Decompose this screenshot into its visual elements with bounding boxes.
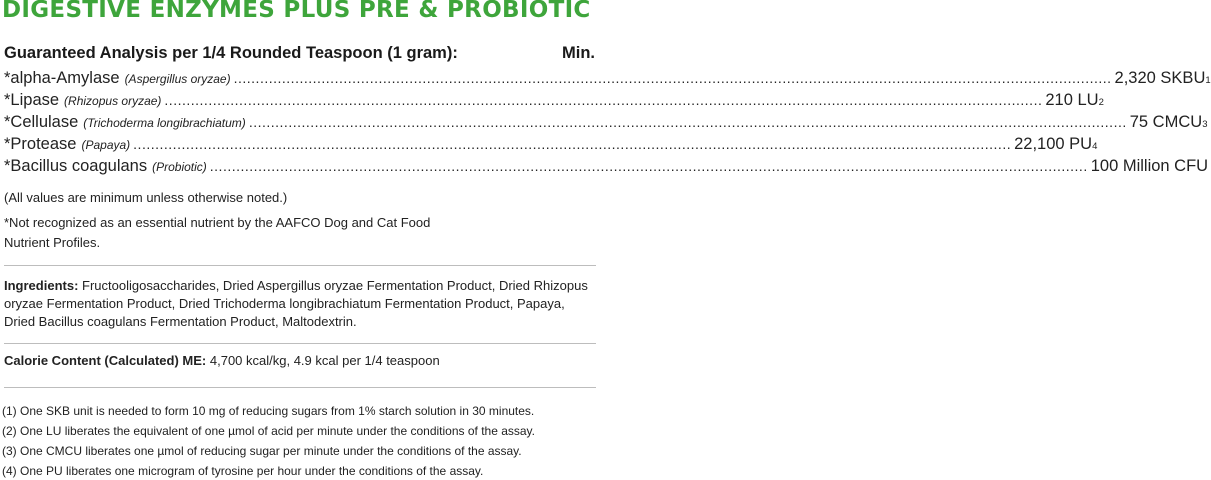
analysis-row-bacillus (4, 157, 1209, 179)
footnote-4: (4) One PU liberates one microgram of tyrosine per hour under the conditions of the assay. (2, 464, 484, 478)
nutrient-value: 100 Million CFU (1090, 157, 1209, 175)
nutrient-name: *Lipase (4, 91, 60, 109)
section-divider (4, 343, 596, 344)
nutrient-name: *Cellulase (4, 113, 79, 131)
footnote-3: (3) One CMCU liberates one µmol of reducing sugar per minute under the conditions of the assay. (2, 444, 522, 458)
ingredients-text: Fructooligosaccharides, Dried Aspergillus oryzae Fermentation Product, Dried Rhizopus oryzae Fermentation Product, Dried Trichoderma longibrachiatum Fermentation Product, Papaya, Dried Bacillus coagulans Fermentation Product, Maltodextrin. (4, 278, 588, 329)
nutrient-source: (Rhizopus oryzae) (64, 94, 162, 108)
calorie-text: 4,700 kcal/kg, 4.9 kcal per 1/4 teaspoon (209, 353, 440, 368)
guaranteed-analysis-heading: Guaranteed Analysis per 1/4 Rounded Teaspoon (1 gram): (4, 44, 458, 62)
nutrient-source: (Probiotic) (152, 160, 207, 174)
nutrient-source: (Trichoderma longibrachiatum) (83, 116, 246, 130)
aafco-note-line-1: *Not recognized as an essential nutrient by the AAFCO Dog and Cat Food (4, 215, 431, 230)
minimum-values-note: (All values are minimum unless otherwise noted.) (4, 190, 288, 205)
dot-leader: ........................................................................................................................................................................................................ (133, 136, 1012, 152)
analysis-row-lipase: *Lipase (Rhizopus oryzae) ........................................................................................................................................................................................................ 210 LU 2 (4, 91, 1104, 109)
guaranteed-analysis-header (4, 44, 595, 63)
ingredients-label: Ingredients: (4, 278, 79, 293)
nutrient-name: *alpha-Amylase (4, 69, 120, 87)
nutrient-value: 210 LU (1045, 91, 1099, 109)
aafco-note-line-2: Nutrient Profiles. (4, 235, 101, 250)
nutrient-source: (Aspergillus oryzae) (124, 72, 231, 86)
dot-leader: ........................................................................................................................................................................................................ (164, 92, 1043, 108)
footnote-1: (1) One SKB unit is needed to form 10 mg of reducing sugars from 1% starch solution in 30 minutes. (2, 404, 535, 418)
dot-leader: ........................................................................................................................................................................................................ (233, 70, 1112, 86)
calorie-label: Calorie Content (Calculated) ME: (4, 353, 207, 368)
min-column-label: Min. (562, 44, 595, 62)
nutrient-name: *Bacillus coagulans (4, 157, 148, 175)
analysis-row-amylase: *alpha-Amylase (Aspergillus oryzae) ........................................................................................................................................................................................................ 2,320 SKBU 1 (4, 69, 1211, 87)
nutrient-name: *Protease (4, 135, 77, 153)
footnote-2: (2) One LU liberates the equivalent of one µmol of acid per minute under the conditions of the assay. (2, 424, 535, 438)
nutrient-value: 2,320 SKBU (1114, 69, 1206, 87)
ingredients-block (4, 277, 594, 331)
product-title: DIGESTIVE ENZYMES PLUS PRE & PROBIOTIC (2, 0, 591, 23)
nutrient-source: (Papaya) (81, 138, 131, 152)
nutrient-value: 75 CMCU (1129, 113, 1203, 131)
nutrient-value: 22,100 PU (1014, 135, 1093, 153)
analysis-row-protease: *Protease (Papaya) ........................................................................................................................................................................................................ 22,100 PU 4 (4, 135, 1098, 153)
section-divider (4, 265, 596, 266)
dot-leader: ........................................................................................................................................................................................................ (248, 114, 1127, 130)
dot-leader: ........................................................................................................................................................................................................ (209, 158, 1088, 174)
analysis-row-cellulase: *Cellulase (Trichoderma longibrachiatum) ........................................................................................................................................................................................................ 75 CMCU 3 (4, 113, 1208, 131)
calorie-block (4, 352, 594, 370)
section-divider (4, 387, 596, 388)
